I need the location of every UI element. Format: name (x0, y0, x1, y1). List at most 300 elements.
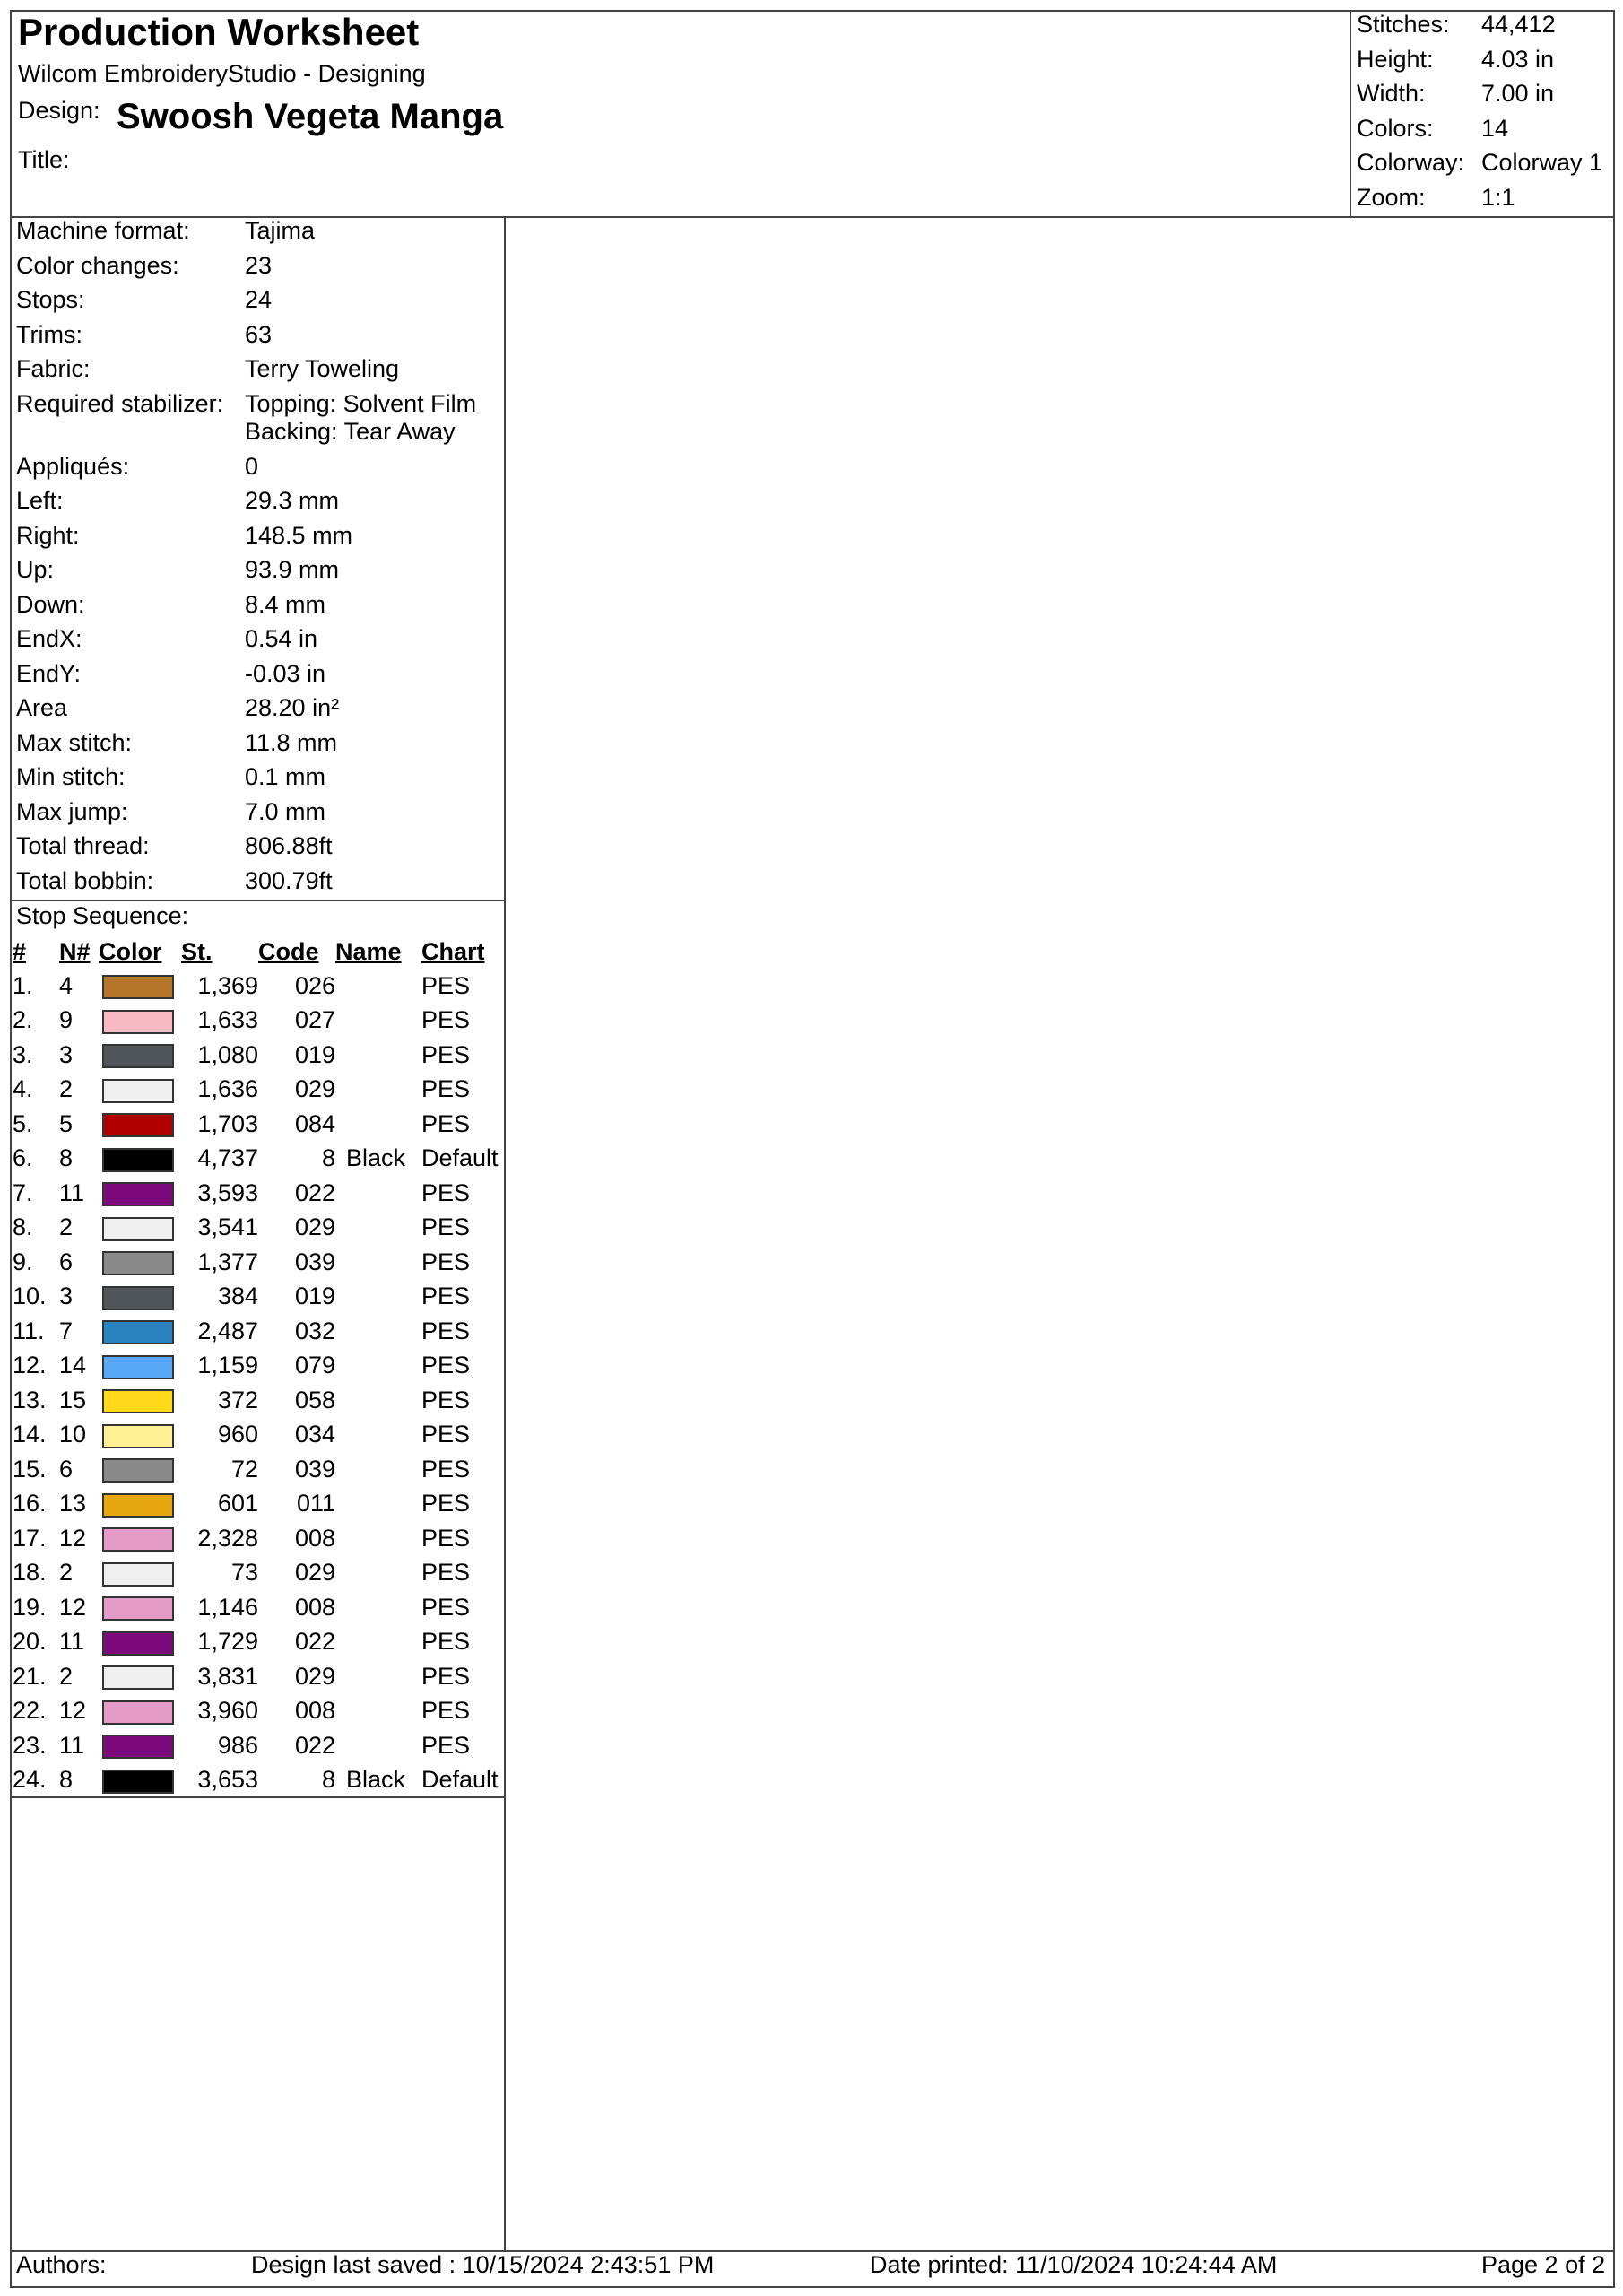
row-code: 022 (294, 1178, 335, 1206)
color-swatch (102, 1389, 174, 1413)
table-row (13, 1763, 507, 1798)
row-color (99, 1418, 181, 1453)
row-chart: PES (421, 1731, 471, 1759)
row-index: 11. (13, 1317, 45, 1344)
row-index: 21. (13, 1662, 47, 1690)
row-code: 029 (294, 1662, 335, 1690)
row-chart: PES (421, 1697, 471, 1725)
info-label: Required stabilizer: (16, 389, 224, 417)
row-name (335, 1452, 416, 1487)
row-code: 008 (294, 1593, 335, 1621)
row-index: 10. (13, 1283, 47, 1310)
row-index: 17. (13, 1524, 47, 1552)
info-row (16, 867, 518, 902)
stats-divider (1350, 10, 1351, 218)
color-swatch (102, 975, 174, 999)
row-needle: 2 (59, 1213, 74, 1241)
color-swatch (102, 1182, 174, 1206)
row-needle: 2 (59, 1559, 74, 1587)
info-row (16, 798, 518, 833)
row-index: 8. (13, 1213, 33, 1241)
row-chart: PES (421, 1593, 471, 1621)
table-row (13, 1383, 507, 1418)
info-value: 0.54 in (245, 625, 318, 652)
info-label: Trims: (16, 320, 82, 348)
row-chart: PES (421, 1006, 471, 1034)
software-name: Wilcom EmbroideryStudio - Designing (18, 60, 426, 87)
table-row (13, 969, 507, 1004)
info-row (16, 355, 518, 390)
row-name (335, 1038, 416, 1073)
row-stitches: 3,653 (197, 1766, 258, 1794)
info-value: 300.79ft (245, 866, 333, 894)
col-chart: Chart (421, 937, 485, 965)
table-row (13, 1694, 507, 1729)
row-needle: 9 (59, 1006, 74, 1034)
table-row (13, 1556, 507, 1591)
info-row (16, 217, 518, 252)
color-swatch (102, 1113, 174, 1137)
color-swatch (102, 1631, 174, 1656)
row-name (335, 1349, 416, 1384)
info-value: 8.4 mm (245, 590, 326, 618)
row-chart: PES (421, 1178, 471, 1206)
row-color (99, 1107, 181, 1142)
info-value: 23 (245, 251, 273, 279)
row-index: 1. (13, 971, 33, 999)
row-stitches: 601 (217, 1490, 258, 1518)
row-name (335, 1556, 416, 1591)
row-chart: Default (421, 1766, 499, 1794)
col-name: Name (335, 937, 402, 965)
row-index: 20. (13, 1628, 47, 1656)
row-code: 039 (294, 1248, 335, 1275)
row-name (335, 1521, 416, 1556)
footer-page-number: Page 2 of 2 (1481, 2251, 1606, 2278)
row-color (99, 1590, 181, 1625)
color-swatch (102, 1148, 174, 1172)
row-index: 19. (13, 1593, 47, 1621)
row-color (99, 1487, 181, 1522)
info-label: Min stitch: (16, 763, 126, 790)
color-swatch (102, 1044, 174, 1068)
color-swatch (102, 1010, 174, 1034)
stat-value: 1:1 (1481, 183, 1515, 211)
info-label: Machine format: (16, 217, 190, 244)
row-code: 079 (294, 1352, 335, 1379)
row-code: 008 (294, 1524, 335, 1552)
row-name (335, 1107, 416, 1142)
row-index: 24. (13, 1766, 47, 1794)
info-label: Total thread: (16, 832, 150, 859)
color-swatch (102, 1493, 174, 1518)
row-name (335, 1659, 416, 1694)
info-row (16, 522, 518, 557)
row-name (335, 1245, 416, 1280)
table-row (13, 1452, 507, 1487)
info-value: 806.88ft (245, 832, 333, 859)
row-stitches: 4,737 (197, 1144, 258, 1172)
row-name (335, 1280, 416, 1315)
row-stitches: 1,729 (197, 1628, 258, 1656)
row-stitches: 1,159 (197, 1352, 258, 1379)
row-chart: PES (421, 1421, 471, 1448)
row-name (335, 1487, 416, 1522)
info-value: 93.9 mm (245, 556, 340, 583)
color-swatch (102, 1735, 174, 1759)
info-label: Up: (16, 556, 55, 583)
info-value: 0.1 mm (245, 763, 326, 790)
col-stitches: St. (181, 937, 213, 965)
info-row (16, 321, 518, 356)
row-needle: 14 (59, 1352, 87, 1379)
row-needle: 13 (59, 1490, 87, 1518)
info-label: Color changes: (16, 251, 179, 279)
row-color (99, 1659, 181, 1694)
row-stitches: 3,831 (197, 1662, 258, 1690)
row-index: 2. (13, 1006, 33, 1034)
row-color (99, 1245, 181, 1280)
info-value: Topping: Solvent Film (245, 389, 477, 417)
row-code: 058 (294, 1386, 335, 1413)
row-name: Black (345, 1144, 406, 1172)
row-color (99, 1452, 181, 1487)
row-needle: 8 (59, 1766, 74, 1794)
row-color (99, 1038, 181, 1073)
col-color: Color (99, 937, 162, 965)
info-row (16, 286, 518, 321)
row-index: 22. (13, 1697, 47, 1725)
row-needle: 4 (59, 971, 74, 999)
row-code: 026 (294, 971, 335, 999)
row-color (99, 1004, 181, 1039)
row-code: 022 (294, 1731, 335, 1759)
row-code: 032 (294, 1317, 335, 1344)
stat-label: Width: (1357, 80, 1426, 107)
row-needle: 3 (59, 1283, 74, 1310)
color-swatch (102, 1665, 174, 1690)
col-index: # (13, 937, 27, 965)
row-stitches: 2,487 (197, 1317, 258, 1344)
row-color (99, 1142, 181, 1177)
color-swatch (102, 1700, 174, 1725)
row-needle: 7 (59, 1317, 74, 1344)
row-chart: PES (421, 1317, 471, 1344)
info-label: Right: (16, 521, 80, 549)
row-index: 15. (13, 1455, 47, 1483)
row-stitches: 72 (230, 1455, 258, 1483)
color-swatch (102, 1079, 174, 1103)
table-row (13, 1418, 507, 1453)
info-value: 29.3 mm (245, 487, 340, 514)
row-stitches: 1,146 (197, 1593, 258, 1621)
info-row (16, 591, 518, 626)
row-code: 029 (294, 1559, 335, 1587)
table-row (13, 1521, 507, 1556)
info-row (16, 556, 518, 591)
stat-row (1357, 46, 1617, 81)
info-value: -0.03 in (245, 659, 326, 687)
row-name (335, 1625, 416, 1660)
row-stitches: 372 (217, 1386, 258, 1413)
stop-sequence-table (13, 935, 507, 1797)
info-label: Appliqués: (16, 452, 130, 480)
info-label: EndX: (16, 625, 82, 652)
row-chart: PES (421, 1628, 471, 1656)
row-stitches: 986 (217, 1731, 258, 1759)
stat-label: Zoom: (1357, 183, 1426, 211)
stat-row (1357, 80, 1617, 115)
row-name (335, 1590, 416, 1625)
info-value: 28.20 in² (245, 694, 340, 721)
row-name (335, 1073, 416, 1108)
table-row (13, 1728, 507, 1763)
row-chart: PES (421, 1524, 471, 1552)
row-stitches: 384 (217, 1283, 258, 1310)
info-row (16, 729, 518, 764)
info-row (16, 832, 518, 867)
info-row (16, 453, 518, 488)
row-chart: PES (421, 1662, 471, 1690)
design-label: Design: (18, 97, 100, 124)
row-chart: PES (421, 1352, 471, 1379)
footer-authors: Authors: (16, 2251, 107, 2278)
row-code: 019 (294, 1040, 335, 1068)
info-label: Fabric: (16, 355, 91, 382)
row-name (335, 969, 416, 1004)
row-color (99, 1521, 181, 1556)
row-color (99, 1694, 181, 1729)
col-needle: N# (59, 937, 91, 965)
row-chart: PES (421, 1559, 471, 1587)
row-code: 084 (294, 1109, 335, 1137)
row-color (99, 1211, 181, 1246)
row-code: 039 (294, 1455, 335, 1483)
info-value: Terry Toweling (245, 355, 400, 382)
row-needle: 11 (59, 1178, 85, 1206)
row-code: 019 (294, 1283, 335, 1310)
table-row (13, 1590, 507, 1625)
footer-date-printed: Date printed: 11/10/2024 10:24:44 AM (870, 2251, 1278, 2278)
color-swatch (102, 1424, 174, 1448)
row-stitches: 3,541 (197, 1213, 258, 1241)
info-row (16, 694, 518, 729)
color-swatch (102, 1562, 174, 1587)
info-row (16, 660, 518, 695)
row-needle: 10 (59, 1421, 87, 1448)
table-row (13, 1038, 507, 1073)
row-index: 3. (13, 1040, 33, 1068)
stat-value: 7.00 in (1481, 80, 1555, 107)
row-chart: PES (421, 1213, 471, 1241)
stat-value: 14 (1481, 114, 1509, 142)
info-value: Backing: Tear Away (245, 417, 456, 445)
table-row (13, 1073, 507, 1108)
info-label: Area (16, 694, 68, 721)
row-index: 16. (13, 1490, 47, 1518)
row-code: 011 (296, 1490, 335, 1518)
col-code: Code (258, 937, 319, 965)
row-color (99, 1763, 181, 1798)
row-code: 022 (294, 1628, 335, 1656)
design-stats (1357, 11, 1617, 218)
row-needle: 12 (59, 1524, 87, 1552)
table-row (13, 1625, 507, 1660)
info-row (16, 625, 518, 660)
row-chart: Default (421, 1144, 499, 1172)
row-name (335, 1314, 416, 1349)
row-chart: PES (421, 1075, 471, 1103)
row-name (335, 1211, 416, 1246)
info-row (16, 487, 518, 522)
row-index: 23. (13, 1731, 47, 1759)
row-stitches: 1,377 (197, 1248, 258, 1275)
row-index: 12. (13, 1352, 47, 1379)
row-index: 4. (13, 1075, 33, 1103)
stat-row (1357, 115, 1617, 150)
info-value: 63 (245, 320, 273, 348)
row-code: 029 (294, 1075, 335, 1103)
info-label: Stops: (16, 286, 85, 313)
row-code: 8 (321, 1144, 335, 1172)
row-needle: 6 (59, 1455, 74, 1483)
row-chart: PES (421, 1386, 471, 1413)
row-stitches: 1,633 (197, 1006, 258, 1034)
table-row (13, 1349, 507, 1384)
stat-label: Colors: (1357, 114, 1434, 142)
row-stitches: 1,369 (197, 971, 258, 999)
info-row (16, 390, 518, 453)
row-code: 8 (321, 1766, 335, 1794)
row-chart: PES (421, 1040, 471, 1068)
stat-value: 4.03 in (1481, 45, 1555, 73)
row-name (335, 1418, 416, 1453)
row-stitches: 1,636 (197, 1075, 258, 1103)
row-needle: 3 (59, 1040, 74, 1068)
row-chart: PES (421, 1490, 471, 1518)
info-label: Down: (16, 590, 85, 618)
row-stitches: 2,328 (197, 1524, 258, 1552)
row-index: 18. (13, 1559, 47, 1587)
row-index: 9. (13, 1248, 33, 1275)
info-label: Max jump: (16, 797, 128, 825)
color-swatch (102, 1217, 174, 1241)
row-needle: 15 (59, 1386, 87, 1413)
color-swatch (102, 1355, 174, 1379)
row-color (99, 1176, 181, 1211)
row-stitches: 960 (217, 1421, 258, 1448)
info-value: 148.5 mm (245, 521, 353, 549)
row-name (335, 1004, 416, 1039)
title-label: Title: (18, 146, 70, 173)
row-color (99, 1383, 181, 1418)
row-color (99, 1556, 181, 1591)
stop-sequence-title: Stop Sequence: (16, 902, 189, 929)
stat-label: Colorway: (1357, 149, 1465, 176)
row-needle: 11 (59, 1628, 85, 1656)
info-label: Left: (16, 487, 64, 514)
row-chart: PES (421, 1248, 471, 1275)
row-name: Black (345, 1766, 406, 1794)
row-needle: 2 (59, 1662, 74, 1690)
table-row (13, 1280, 507, 1315)
info-label: Total bobbin: (16, 866, 154, 894)
row-chart: PES (421, 1455, 471, 1483)
row-index: 13. (13, 1386, 47, 1413)
row-needle: 12 (59, 1697, 87, 1725)
stat-row (1357, 149, 1617, 184)
table-row (13, 1245, 507, 1280)
row-stitches: 3,593 (197, 1178, 258, 1206)
row-color (99, 1280, 181, 1315)
row-stitches: 3,960 (197, 1697, 258, 1725)
table-row (13, 1211, 507, 1246)
design-name: Swoosh Vegeta Manga (117, 97, 504, 136)
row-color (99, 1314, 181, 1349)
row-name (335, 1728, 416, 1763)
machine-info (16, 217, 518, 901)
row-needle: 5 (59, 1109, 74, 1137)
stat-value: 44,412 (1481, 11, 1556, 38)
row-stitches: 1,703 (197, 1109, 258, 1137)
row-color (99, 1073, 181, 1108)
stat-row (1357, 184, 1617, 219)
stat-value: Colorway 1 (1481, 149, 1603, 176)
row-index: 14. (13, 1421, 47, 1448)
info-value: 0 (245, 452, 259, 480)
row-code: 008 (294, 1697, 335, 1725)
row-chart: PES (421, 971, 471, 999)
info-value: 7.0 mm (245, 797, 326, 825)
table-row (13, 1142, 507, 1177)
color-swatch (102, 1251, 174, 1275)
row-chart: PES (421, 1283, 471, 1310)
info-row (16, 763, 518, 798)
info-value: 11.8 mm (245, 728, 338, 756)
row-name (335, 1694, 416, 1729)
color-swatch (102, 1320, 174, 1344)
stat-label: Height: (1357, 45, 1434, 73)
footer-last-saved: Design last saved : 10/15/2024 2:43:51 PM (251, 2251, 715, 2278)
color-swatch (102, 1286, 174, 1310)
row-color (99, 1349, 181, 1384)
row-index: 7. (13, 1178, 33, 1206)
row-code: 029 (294, 1213, 335, 1241)
page-title: Production Worksheet (18, 11, 420, 53)
row-index: 6. (13, 1144, 33, 1172)
row-color (99, 1625, 181, 1660)
row-stitches: 73 (230, 1559, 258, 1587)
table-row (13, 1107, 507, 1142)
row-needle: 12 (59, 1593, 87, 1621)
row-needle: 6 (59, 1248, 74, 1275)
table-row (13, 1487, 507, 1522)
row-needle: 11 (59, 1731, 85, 1759)
row-needle: 8 (59, 1144, 74, 1172)
row-chart: PES (421, 1109, 471, 1137)
stat-row (1357, 11, 1617, 46)
color-swatch (102, 1596, 174, 1621)
color-swatch (102, 1527, 174, 1552)
color-swatch (102, 1458, 174, 1483)
info-value: Tajima (245, 217, 316, 244)
color-swatch (102, 1770, 174, 1794)
table-row (13, 1314, 507, 1349)
row-name (335, 1383, 416, 1418)
row-name (335, 1176, 416, 1211)
table-row (13, 1004, 507, 1039)
info-label: Max stitch: (16, 728, 133, 756)
